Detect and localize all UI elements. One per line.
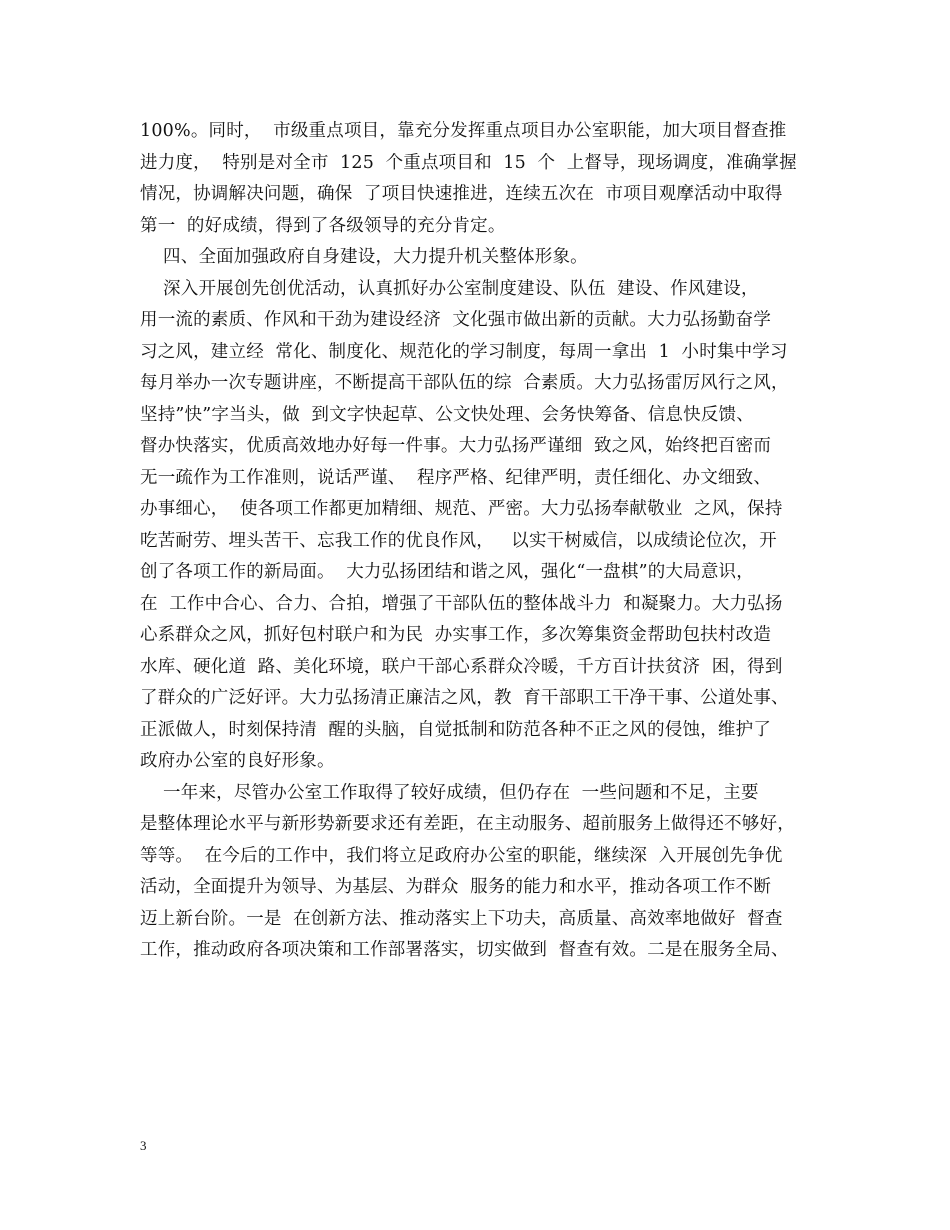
text-line: 督办快落实，优质高效地办好每一件事。大力弘扬严谨细 致之风，始终把百密而 — [140, 436, 772, 456]
text-line: 情况，协调解决问题，确保 了项目快速推进，连续五次在 市项目观摩活动中取得 — [140, 184, 783, 204]
text-line: 了群众的广泛好评。大力弘扬清正廉洁之风，教 育干部职工干净干事、公道处事、 — [140, 688, 789, 708]
text-line: 习之风，建立经 常化、制度化、规范化的学习制度，每周一拿出 1 小时集中学习 — [140, 341, 788, 362]
text-line: 无一疏作为工作准则，说话严谨、 程序严格、纪律严明，责任细化、办文细致、 — [140, 467, 772, 488]
text-line: 用一流的素质、作风和干劲为建设经济 文化强市做出新的贡献。大力弘扬勤奋学 — [140, 310, 772, 330]
text-line: 水库、硬化道 路、美化环境，联户干部心系群众冷暖，千方百计扶贫济 困，得到 — [140, 656, 783, 677]
text-line: 100%。同时， 市级重点项目，靠充分发挥重点项目办公室职能，加大项目督查推 — [140, 121, 787, 141]
text-line: 吃苦耐劳、埋头苦干、忘我工作的优良作风， 以实干树威信，以成绩论位次，开 — [140, 530, 777, 551]
text-line: 坚持”快”字当头，做 到文字快起草、公文快处理、会务快筹备、信息快反馈、 — [140, 404, 754, 425]
page-number: 3 — [140, 1138, 147, 1153]
text-line: 四、全面加强政府自身建设，大力提升机关整体形象。 — [140, 247, 588, 267]
text-line: 政府办公室的良好形象。 — [140, 751, 335, 771]
text-line: 心系群众之风，抓好包村联户和为民 办实事工作，多次筹集资金帮助包扶村改造 — [140, 625, 772, 645]
text-line: 活动，全面提升为领导、为基层、为群众 服务的能力和水平，推动各项工作不断 — [140, 877, 772, 897]
text-line: 等等。 在今后的工作中，我们将立足政府办公室的职能，继续深 入开展创先争优 — [140, 845, 783, 866]
body-text — [140, 116, 830, 967]
text-line: 迈上新台阶。一是 在创新方法、推动落实上下功夫，高质量、高效率地做好 督查 — [140, 908, 783, 929]
text-line: 一年来，尽管办公室工作取得了较好成绩，但仍存在 一些问题和不足，主要 — [140, 782, 759, 803]
text-line: 第一 的好成绩，得到了各级领导的充分肯定。 — [140, 215, 506, 236]
text-line: 创了各项工作的新局面。 大力弘扬团结和谐之风，强化“一盘棋”的大局意识， — [140, 562, 754, 582]
text-line: 正派做人，时刻保持清 醒的头脑，自觉抵制和防范各种不正之风的侵蚀，维护了 — [140, 719, 772, 740]
text-line: 深入开展创先创优活动，认真抓好办公室制度建设、队伍 建设、作风建设， — [140, 278, 759, 299]
text-line: 在 工作中合心、合力、合拍，增强了干部队伍的整体战斗力 和凝聚力。大力弘扬 — [140, 593, 783, 614]
text-line: 办事细心， 使各项工作都更加精细、规范、严密。大力弘扬奉献敬业 之风，保持 — [140, 499, 783, 519]
text-line: 进力度， 特别是对全市 125 个重点项目和 15 个 上督导，现场调度，准确掌握 — [140, 152, 797, 173]
text-line: 工作，推动政府各项决策和工作部署落实，切实做到 督查有效。二是在服务全局、 — [140, 940, 789, 960]
text-line: 每月举办一次专题讲座，不断提高干部队伍的综 合素质。大力弘扬雷厉风行之风， — [140, 373, 789, 393]
text-line: 是整体理论水平与新形势新要求还有差距，在主动服务、超前服务上做得还不够好， — [140, 814, 795, 834]
